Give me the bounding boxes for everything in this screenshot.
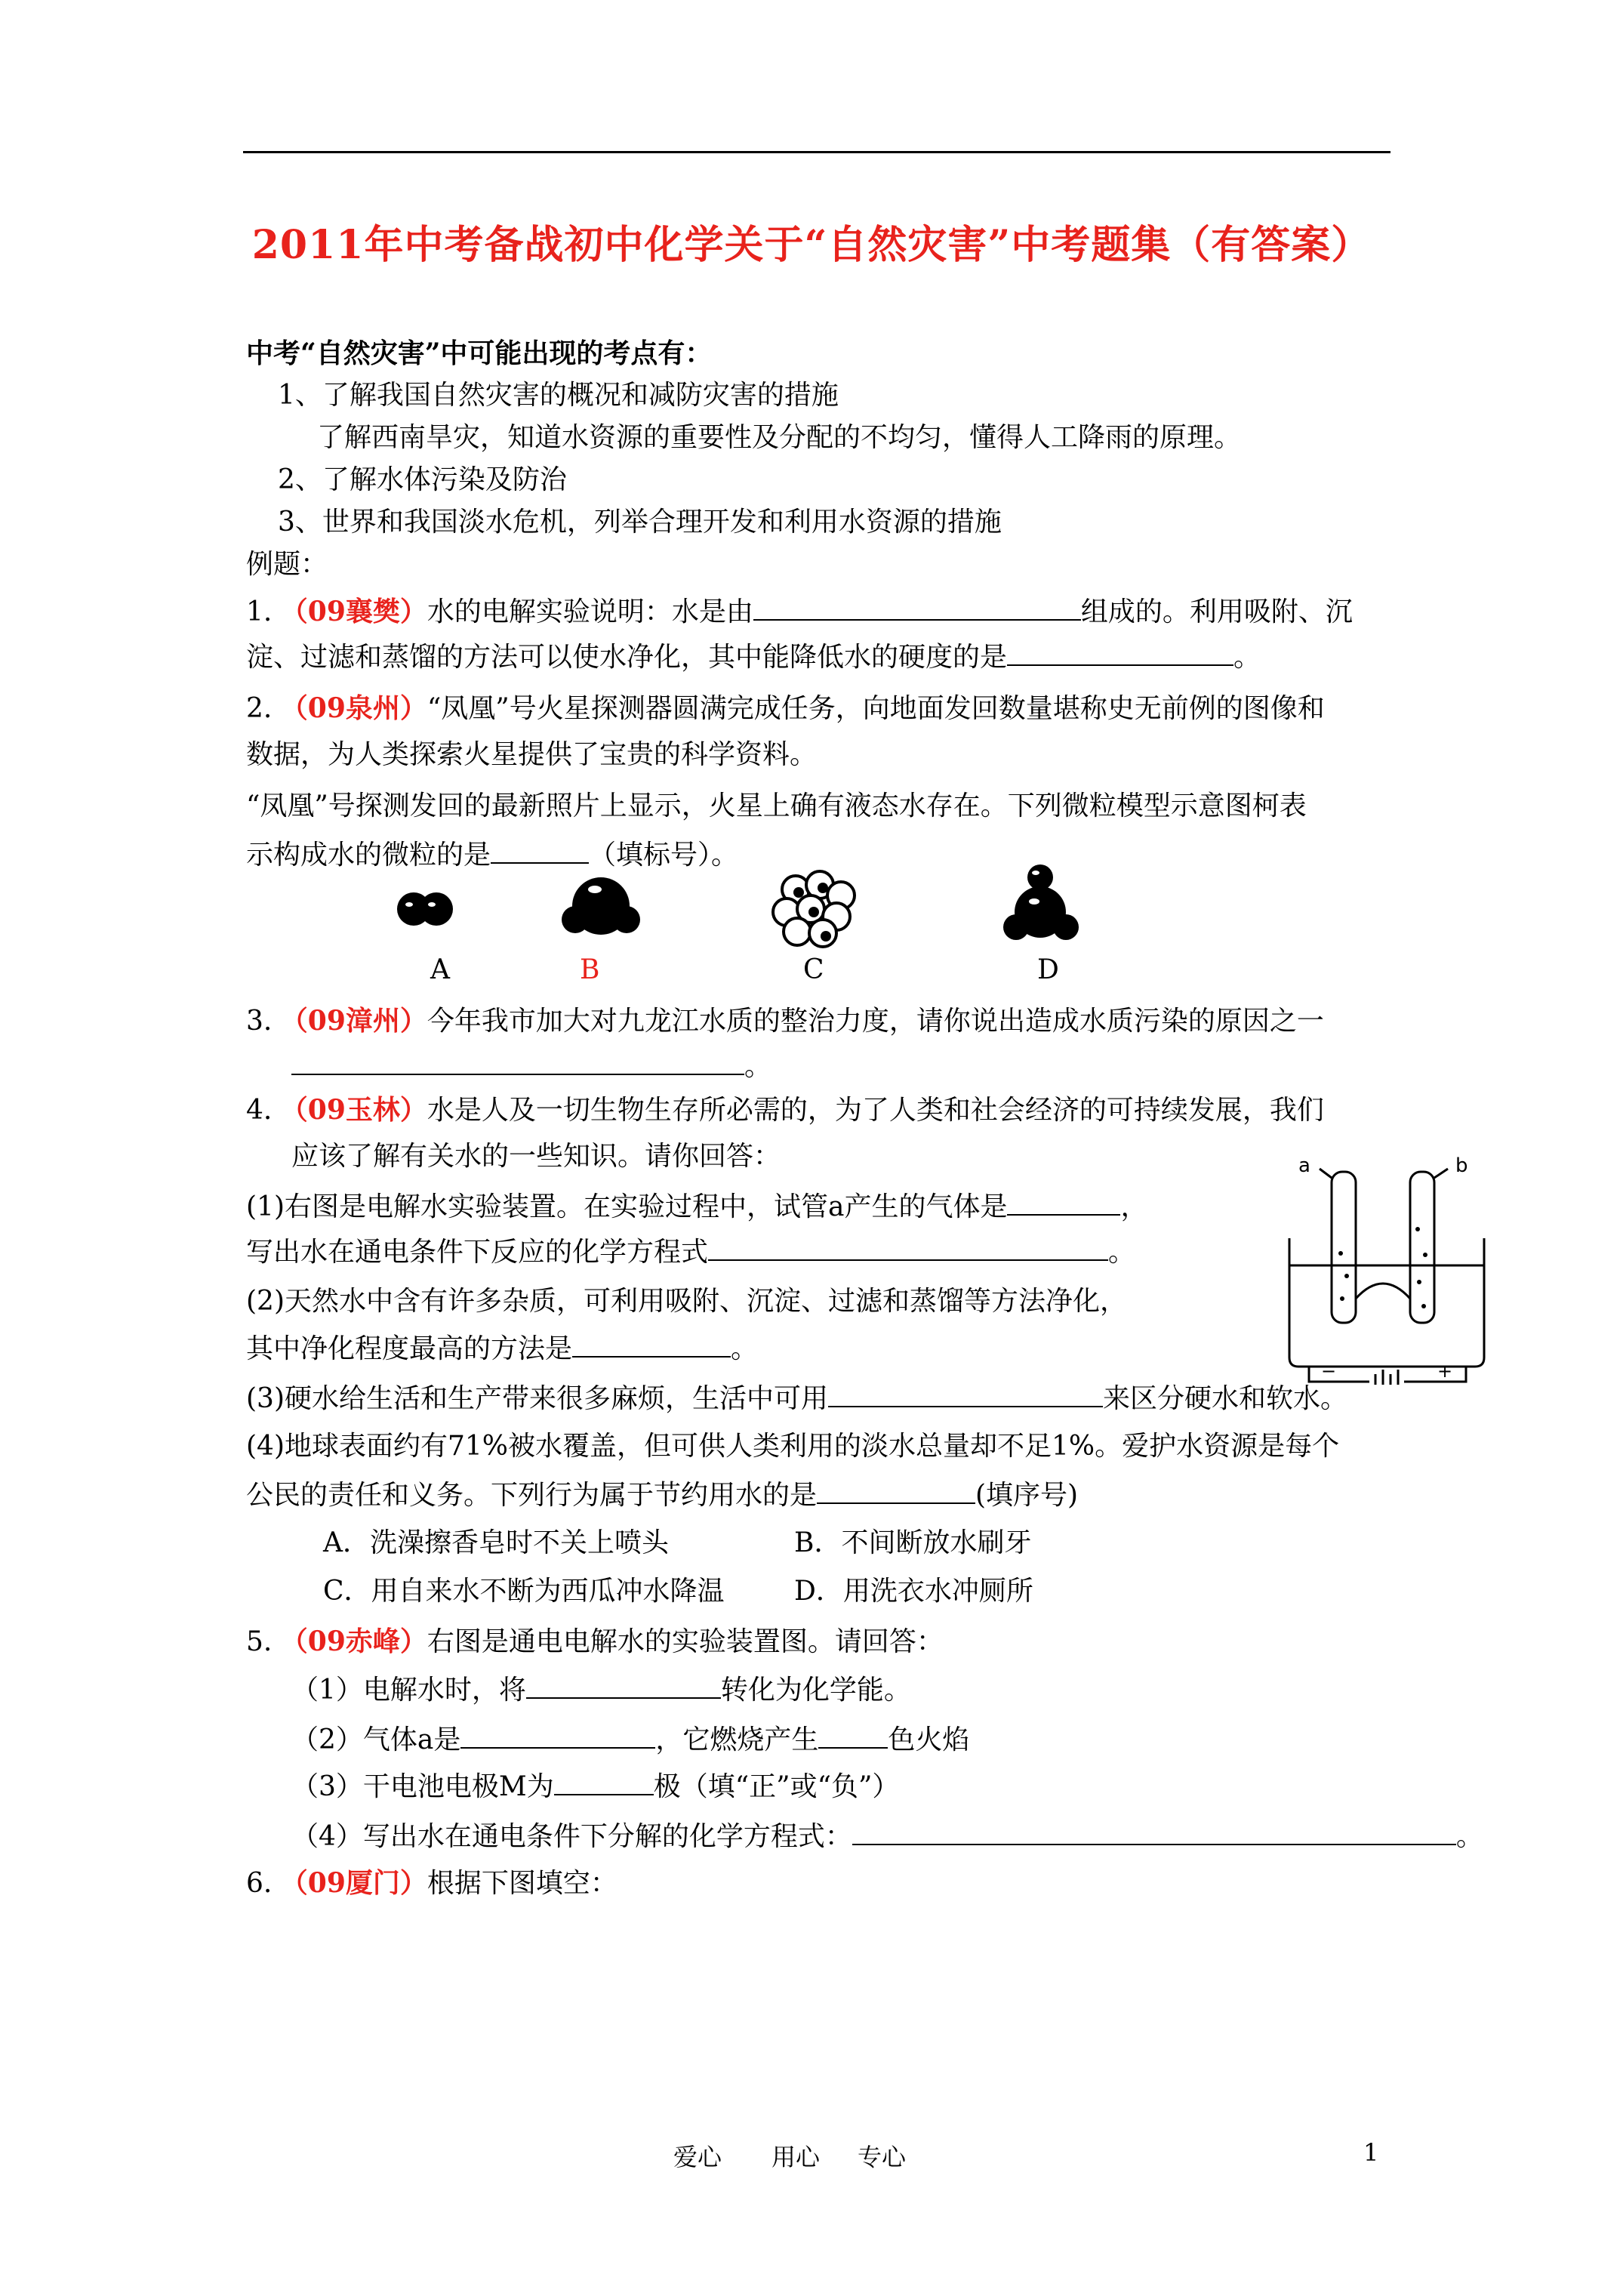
question-4-part-1-equation: [246, 1235, 1135, 1269]
question-text: 色火焰: [888, 1724, 970, 1755]
question-2-line-1: [246, 692, 1325, 726]
molecule-model-d: [999, 859, 1083, 950]
electrolysis-apparatus-diagram: [1277, 1155, 1496, 1385]
question-source: （09厦门）: [280, 1867, 427, 1899]
question-text: 来区分硬水和软水。: [1103, 1383, 1348, 1414]
question-4-part-4b: [246, 1478, 1078, 1512]
question-text: （4）写出水在通电条件下分解的化学方程式：: [291, 1821, 852, 1852]
question-text: 。: [1455, 1821, 1483, 1852]
diagram-label-b: b: [1455, 1155, 1468, 1177]
footer-motto-3: 专心: [858, 2143, 907, 2171]
question-text: (填序号): [975, 1480, 1079, 1511]
intro-point-1-detail: 了解西南旱灾，知道水资源的重要性及分配的不均匀，懂得人工降雨的原理。: [317, 422, 1242, 453]
question-5-part-4: [291, 1820, 1483, 1854]
footer-motto-2: 用心: [771, 2143, 821, 2171]
answer-blank[interactable]: [554, 1770, 654, 1795]
question-5-part-2: [291, 1723, 969, 1757]
question-text: 极（填“正”或“负”）: [653, 1771, 900, 1802]
question-number: 5.: [246, 1626, 281, 1657]
answer-blank[interactable]: [1007, 1190, 1120, 1216]
answer-blank[interactable]: [828, 1382, 1103, 1407]
question-text: (3)硬水给生活和生产带来很多麻烦，生活中可用: [246, 1383, 828, 1414]
question-4-part-1: [246, 1190, 1147, 1224]
option-label-b: B: [580, 954, 600, 985]
question-text: 右图是通电电解水的实验装置图。请回答：: [427, 1626, 944, 1657]
question-source: （09襄樊）: [280, 596, 427, 627]
choice-d: D．用洗衣水冲厕所: [794, 1576, 1033, 1607]
molecule-model-a: [387, 882, 462, 935]
answer-blank[interactable]: [291, 1049, 744, 1075]
option-label-d: D: [1037, 954, 1059, 985]
question-1-line-2: [246, 640, 1261, 674]
molecule-model-b: [556, 868, 646, 944]
header-rule: [243, 151, 1390, 153]
diagram-label-minus: −: [1321, 1361, 1337, 1382]
question-text: 。: [1233, 642, 1261, 673]
choice-a: A．洗澡擦香皂时不关上喷头: [323, 1527, 669, 1558]
question-text: （2）气体a是: [291, 1724, 461, 1755]
question-text: （3）干电池电极M为: [291, 1771, 554, 1802]
question-number: 6.: [246, 1868, 281, 1899]
intro-point-3: 3、世界和我国淡水危机，列举合理开发和利用水资源的措施: [278, 507, 1002, 538]
question-text: 淀、过滤和蒸馏的方法可以使水净化，其中能降低水的硬度的是: [246, 642, 1008, 673]
question-4-line-1: [246, 1093, 1324, 1127]
question-text: 。: [744, 1051, 772, 1082]
choice-b: B．不间断放水刷牙: [794, 1527, 1032, 1558]
question-2-line-4: [246, 838, 738, 872]
diagram-label-a: a: [1298, 1155, 1310, 1177]
question-text: 公民的责任和义务。下列行为属于节约用水的是: [246, 1480, 818, 1511]
question-number: 4.: [246, 1095, 281, 1126]
option-label-c: C: [803, 954, 824, 985]
intro-heading: 中考“自然灾害”中可能出现的考点有：: [246, 337, 713, 369]
answer-blank[interactable]: [753, 595, 1081, 621]
question-4-part-2: (2)天然水中含有许多杂质，可利用吸附、沉淀、过滤和蒸馏等方法净化，: [246, 1286, 1127, 1317]
question-text: 组成的。利用吸附、沉: [1080, 596, 1353, 627]
question-number: 3.: [246, 1006, 281, 1037]
question-text: （填标号）。: [589, 840, 739, 871]
question-text: 写出水在通电条件下反应的化学方程式: [246, 1237, 709, 1268]
answer-blank[interactable]: [491, 838, 589, 864]
question-source: （09赤峰）: [280, 1626, 427, 1657]
question-5-line-1: [246, 1625, 944, 1659]
question-text: 水的电解实验说明：水是由: [427, 596, 753, 627]
question-text: 。: [731, 1333, 759, 1364]
question-text: （1）电解水时，将: [291, 1675, 526, 1706]
question-source: （09漳州）: [280, 1005, 427, 1037]
answer-blank[interactable]: [852, 1820, 1456, 1845]
question-4-part-2b: [246, 1332, 758, 1366]
question-text: 水是人及一切生物生存所必需的，为了人类和社会经济的可持续发展，我们: [427, 1095, 1324, 1126]
answer-blank[interactable]: [1007, 640, 1233, 666]
example-label: 例题：: [246, 549, 328, 580]
question-text: ，: [1120, 1191, 1148, 1222]
question-text: 今年我市加大对九龙江水质的整治力度，请你说出造成水质污染的原因之一: [427, 1006, 1324, 1037]
answer-blank[interactable]: [817, 1478, 975, 1504]
option-label-a: A: [430, 954, 450, 985]
molecule-model-c: [765, 867, 864, 950]
choice-c: C．用自来水不断为西瓜冲水降温: [323, 1576, 725, 1607]
answer-blank[interactable]: [526, 1673, 721, 1699]
question-text: 根据下图填空：: [427, 1868, 617, 1899]
question-1-line-1: [246, 595, 1353, 629]
answer-blank[interactable]: [572, 1332, 731, 1358]
page-title: 2011年中考备战初中化学关于“自然灾害”中考题集（有答案）: [251, 222, 1372, 268]
question-text: 示构成水的微粒的是: [246, 840, 491, 871]
diagram-label-plus: +: [1437, 1361, 1453, 1382]
question-5-part-1: [291, 1673, 911, 1707]
question-4-line-2: 应该了解有关水的一些知识。请你回答：: [291, 1141, 781, 1172]
question-source: （09泉州）: [280, 692, 427, 724]
question-text: 转化为化学能。: [720, 1675, 911, 1706]
question-text: “凤凰”号火星探测器圆满完成任务，向地面发回数量堪称史无前例的图像和: [427, 693, 1325, 724]
question-2-line-3: “凤凰”号探测发回的最新照片上显示，火星上确有液态水存在。下列微粒模型示意图柯表: [246, 791, 1307, 821]
question-3-line-1: [246, 1004, 1324, 1038]
question-3-line-2: [291, 1049, 771, 1083]
question-source: （09玉林）: [280, 1094, 427, 1126]
question-4-part-4: (4)地球表面约有71%被水覆盖，但可供人类利用的淡水总量却不足1%。爱护水资源是每个: [246, 1431, 1340, 1462]
question-text: (1)右图是电解水实验装置。在实验过程中，试管a产生的气体是: [246, 1191, 1008, 1222]
footer-motto-1: 爱心: [673, 2143, 722, 2171]
answer-blank[interactable]: [818, 1723, 888, 1749]
question-number: 1.: [246, 596, 281, 627]
question-5-part-3: [291, 1770, 899, 1804]
question-text: 。: [1108, 1237, 1136, 1268]
question-2-line-2: 数据，为人类探索火星提供了宝贵的科学资料。: [246, 739, 818, 770]
question-6-line-1: [246, 1866, 617, 1900]
answer-blank[interactable]: [460, 1723, 655, 1749]
intro-point-2: 2、了解水体污染及防治: [278, 464, 567, 495]
answer-blank[interactable]: [708, 1235, 1108, 1261]
question-4-part-3: [246, 1382, 1347, 1416]
question-text: ，它燃烧产生: [655, 1724, 819, 1755]
question-text: 其中净化程度最高的方法是: [246, 1333, 573, 1364]
question-number: 2.: [246, 693, 281, 724]
intro-point-1: 1、了解我国自然灾害的概况和减防灾害的措施: [278, 380, 839, 411]
page-number: 1: [1363, 2138, 1379, 2167]
